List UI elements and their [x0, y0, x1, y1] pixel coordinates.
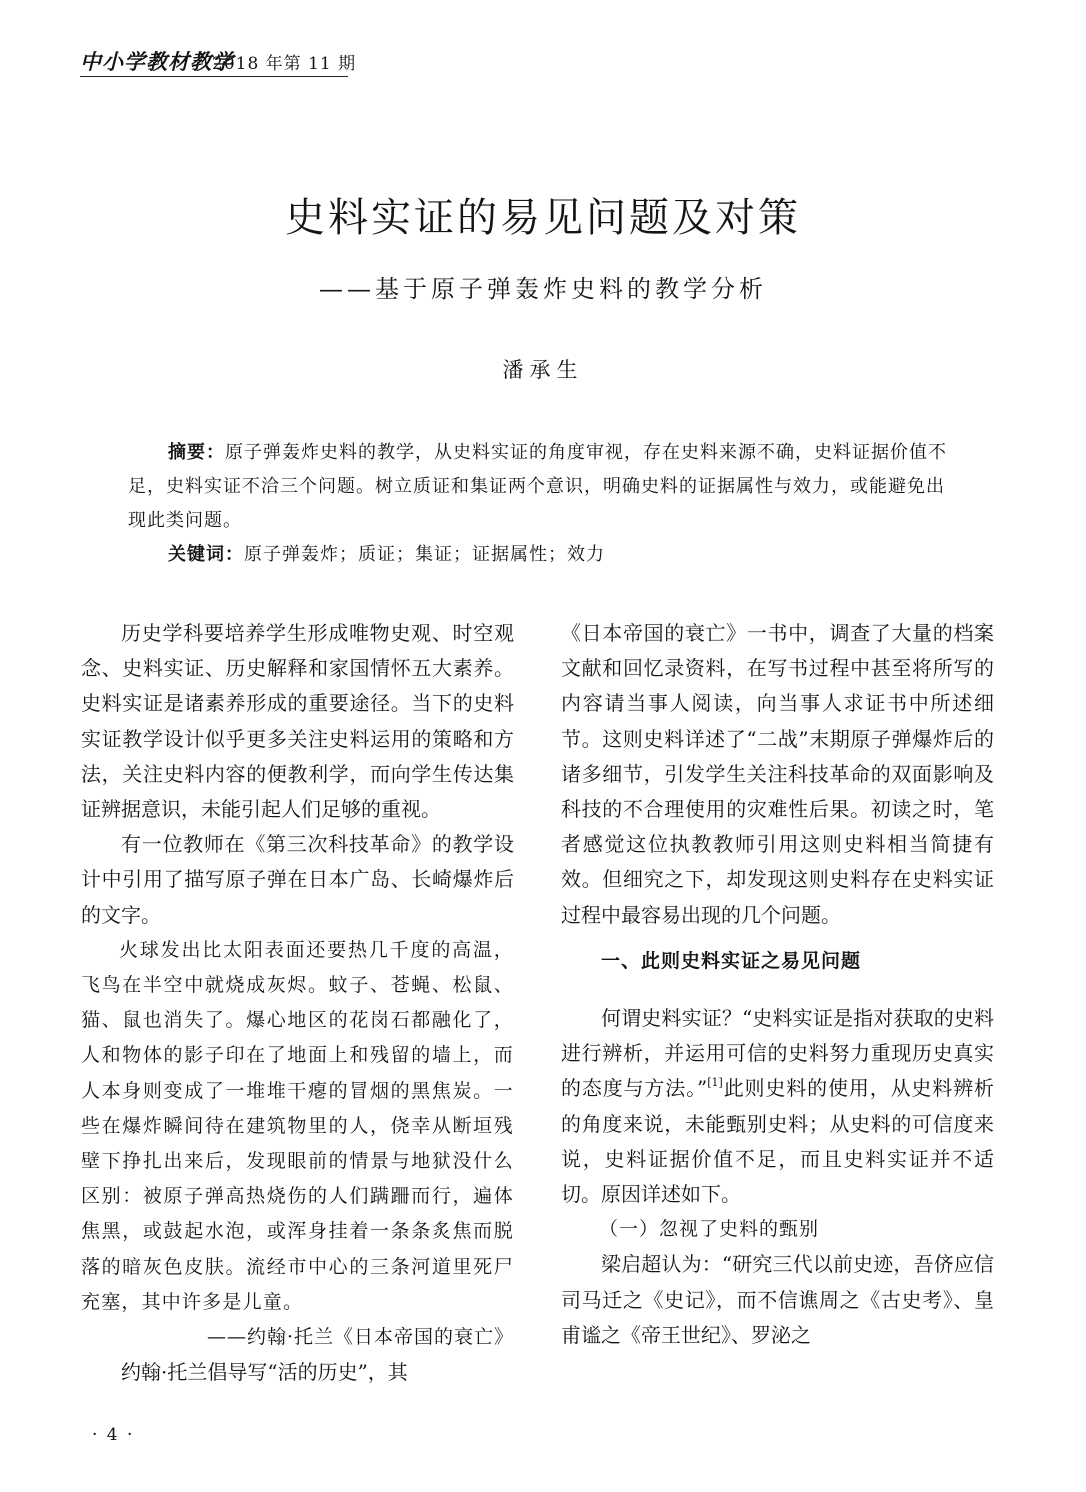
quote-attribution: ——约翰·托兰《日本帝国的衰亡》: [206, 1326, 514, 1349]
right-column: [561, 616, 994, 1353]
abstract-label: 摘要：: [168, 442, 225, 463]
definition-text-cont: 此则史料的使用，从史料辨析的角度来说，未能甄别史料；从史料的可信度来说，史料证据价值不足，而且史料实证并不适切。原因详述如下。: [561, 1076, 995, 1207]
block-quote: 火球发出比太阳表面还要热几千度的高温，飞鸟在半空中就烧成灰烬。蚊子、苍蝇、松鼠、猫、鼠也消失了。爆心地区的花岗石都融化了，人和物体的影子印在了地面上和残留的墙上，而人本身则变成了一堆堆干瘪的冒烟的黑焦炭。一些在爆炸瞬间待在建筑物里的人，侥幸从断垣残壁下挣扎出来后，发现眼前的情景与地狱没什么区别：被原子弹高热烧伤的人们蹒跚而行，遍体焦黑，或鼓起水泡，或浑身挂着一条条炙焦而脱落的暗灰色皮肤。流经市中心的三条河道里死尸充塞，其中许多是儿童。: [81, 938, 514, 1313]
abstract: [128, 436, 958, 538]
header-rule: [80, 76, 348, 77]
keywords-text: 原子弹轰炸；质证；集证；证据属性；效力: [244, 544, 605, 565]
journal-name: 中小学教材教学: [80, 49, 234, 74]
article-title: 史料实证的易见问题及对策: [285, 195, 801, 241]
keywords-label: 关键词：: [168, 544, 244, 565]
author-name: 潘承生: [502, 358, 584, 382]
definition-text: 何谓史料实证？“史料实证是指对获取的史料进行辨析，并运用可信的史料努力重现历史真实的态度与方法。”: [561, 1006, 994, 1101]
body-paragraph: 有一位教师在《第三次科技革命》的教学设计中引用了描写原子弹在日本广岛、长崎爆炸后的文字。: [81, 832, 514, 927]
abstract-text: 原子弹轰炸史料的教学，从史料实证的角度审视，存在史料来源不确，史料证据价值不足，史料实证不洽三个问题。树立质证和集证两个意识，明确史料的证据属性与效力，或能避免出现此类问题。: [128, 442, 947, 531]
keywords: [128, 538, 998, 572]
subsection-heading: （一）忽视了史料的甄别: [599, 1218, 820, 1241]
issue-label: 2018 年第 11 期: [212, 54, 357, 74]
body-paragraph: [561, 1001, 994, 1212]
article-subtitle: ——基于原子弹轰炸史料的教学分析: [319, 275, 767, 303]
body-paragraph: 梁启超认为：“研究三代以前史迹，吾侪应信司马迁之《史记》，而不信谯周之《古史考》、皇甫谧之《帝王世纪》、罗泌之: [561, 1252, 994, 1347]
page-number: · 4 ·: [92, 1425, 135, 1445]
body-paragraph: 《日本帝国的衰亡》一书中，调查了大量的档案文献和回忆录资料，在写书过程中甚至将所写的内容请当事人阅读，向当事人求证书中所述细节。这则史料详述了“二战”末期原子弹爆炸后的诸多细节，引发学生关注科技革命的双面影响及科技的不合理使用的灾难性后果。初读之时，笔者感觉这位执教教师引用这则史料相当简捷有效。但细究之下，却发现这则史料存在史料实证过程中最容易出现的几个问题。: [561, 621, 994, 927]
footnote-reference: [1]: [707, 1076, 723, 1090]
body-paragraph: 历史学科要培养学生形成唯物史观、时空观念、史料实证、历史解释和家国情怀五大素养。史料实证是诸素养形成的重要途径。当下的史料实证教学设计似乎更多关注史料运用的策略和方法，关注史料内容的便教利学，而向学生传达集证辨据意识，未能引起人们足够的重视。: [81, 621, 514, 822]
section-heading: 一、此则史料实证之易见问题: [601, 949, 862, 972]
left-column: [81, 616, 514, 1390]
body-paragraph: 约翰·托兰倡导写“活的历史”，其: [121, 1360, 408, 1385]
